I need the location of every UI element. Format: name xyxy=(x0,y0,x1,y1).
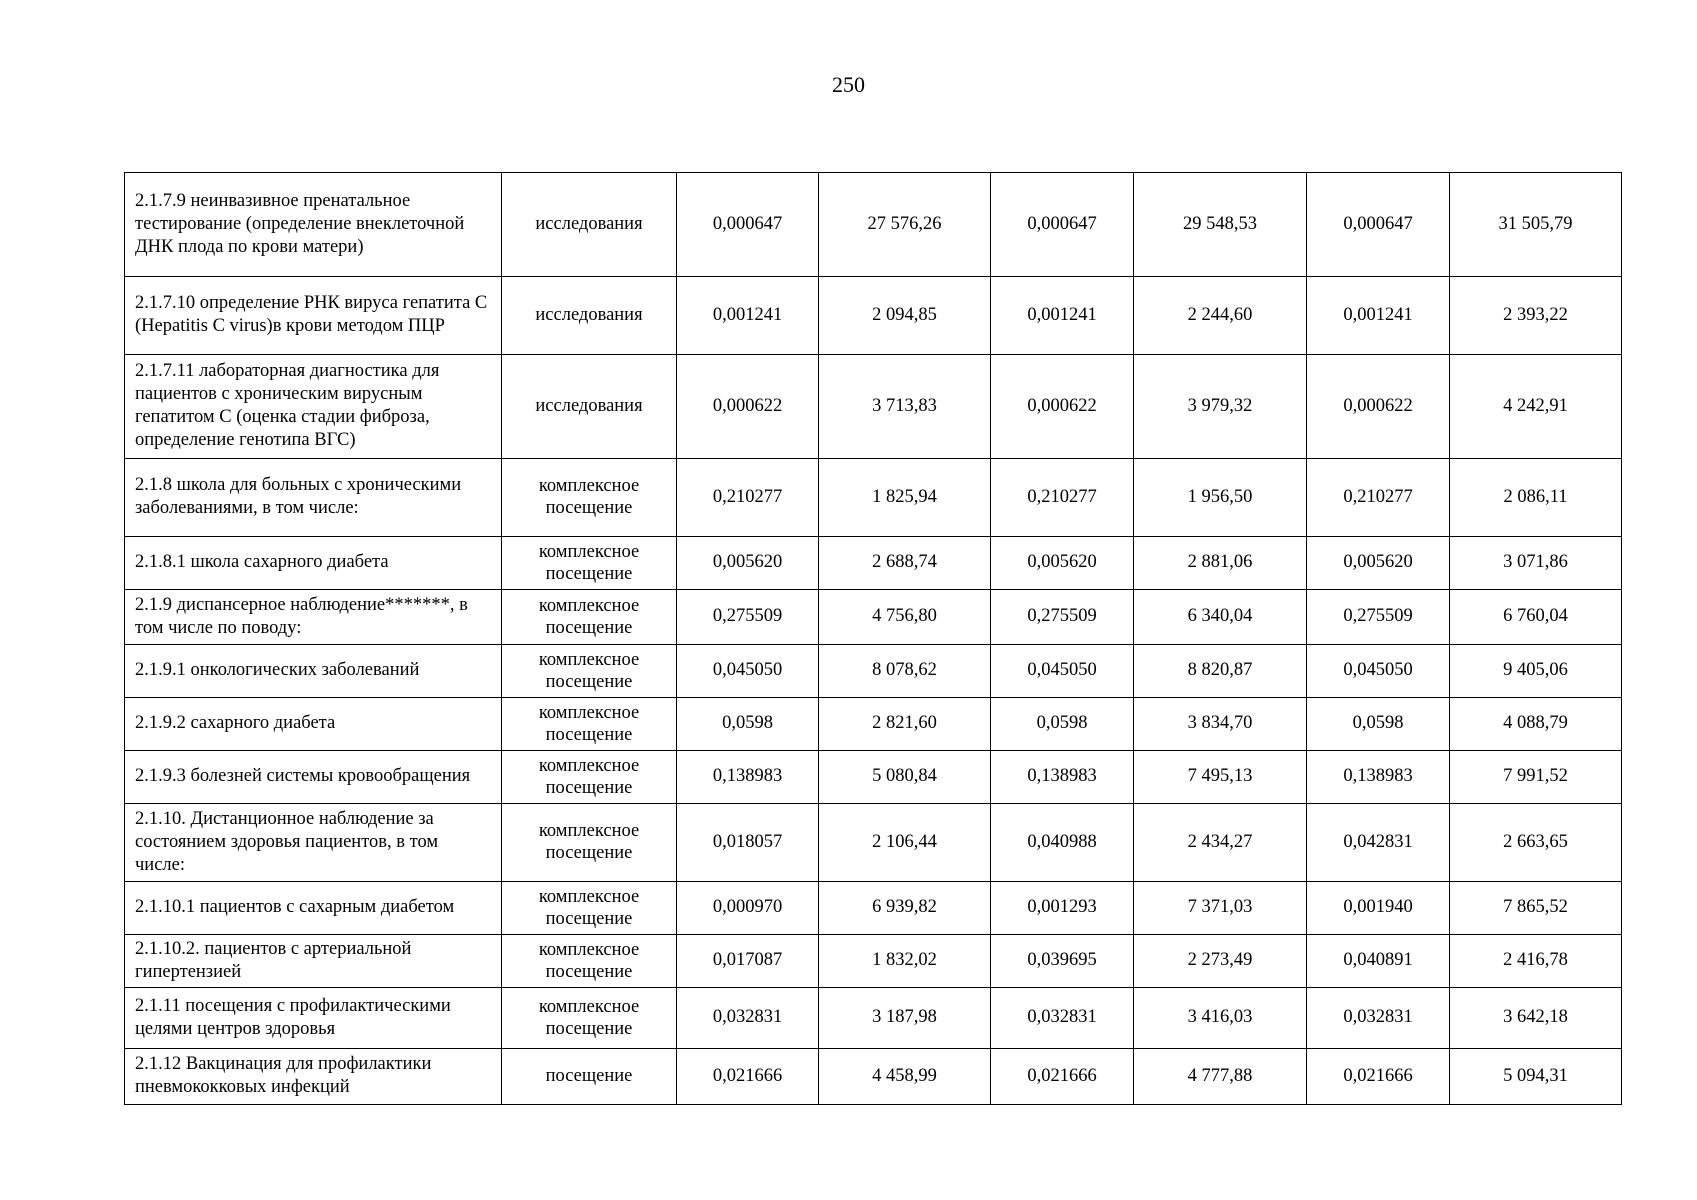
value-cell: 0,045050 xyxy=(991,645,1134,698)
value-cell: 0,017087 xyxy=(677,935,819,988)
value-cell: 3 979,32 xyxy=(1134,355,1307,459)
service-name-cell: 2.1.7.10 определение РНК вируса гепатита С (Hepatitis C virus)в крови методом ПЦР xyxy=(125,277,502,355)
table-row xyxy=(125,173,1622,277)
unit-cell: комплексное посещение xyxy=(502,935,677,988)
value-cell: 1 825,94 xyxy=(819,459,991,537)
value-cell: 0,001940 xyxy=(1307,882,1450,935)
value-cell: 7 991,52 xyxy=(1450,751,1622,804)
value-cell: 0,210277 xyxy=(677,459,819,537)
unit-cell: комплексное посещение xyxy=(502,645,677,698)
table-row xyxy=(125,590,1622,645)
value-cell: 0,021666 xyxy=(991,1049,1134,1105)
unit-cell: посещение xyxy=(502,1049,677,1105)
value-cell: 0,138983 xyxy=(677,751,819,804)
value-cell: 2 086,11 xyxy=(1450,459,1622,537)
value-cell: 0,018057 xyxy=(677,804,819,882)
value-cell: 0,000622 xyxy=(677,355,819,459)
value-cell: 6 760,04 xyxy=(1450,590,1622,645)
value-cell: 0,045050 xyxy=(1307,645,1450,698)
value-cell: 0,275509 xyxy=(1307,590,1450,645)
value-cell: 0,005620 xyxy=(991,537,1134,590)
unit-cell: комплексное посещение xyxy=(502,751,677,804)
value-cell: 2 273,49 xyxy=(1134,935,1307,988)
value-cell: 0,000647 xyxy=(991,173,1134,277)
value-cell: 7 371,03 xyxy=(1134,882,1307,935)
value-cell: 4 777,88 xyxy=(1134,1049,1307,1105)
value-cell: 8 078,62 xyxy=(819,645,991,698)
value-cell: 4 458,99 xyxy=(819,1049,991,1105)
service-name-cell: 2.1.9.3 болезней системы кровообращения xyxy=(125,751,502,804)
table-row xyxy=(125,355,1622,459)
service-name-cell: 2.1.8 школа для больных с хроническими заболеваниями, в том числе: xyxy=(125,459,502,537)
value-cell: 2 094,85 xyxy=(819,277,991,355)
service-name-cell: 2.1.7.11 лабораторная диагностика для пациентов с хроническим вирусным гепатитом С (оценка стадии фиброза, определение генотипа ВГС) xyxy=(125,355,502,459)
value-cell: 0,005620 xyxy=(1307,537,1450,590)
value-cell: 0,040891 xyxy=(1307,935,1450,988)
value-cell: 0,000622 xyxy=(991,355,1134,459)
table-row xyxy=(125,698,1622,751)
value-cell: 0,040988 xyxy=(991,804,1134,882)
value-cell: 1 832,02 xyxy=(819,935,991,988)
unit-cell: комплексное посещение xyxy=(502,988,677,1049)
service-name-cell: 2.1.10. Дистанционное наблюдение за состоянием здоровья пациентов, в том числе: xyxy=(125,804,502,882)
value-cell: 2 663,65 xyxy=(1450,804,1622,882)
value-cell: 0,275509 xyxy=(677,590,819,645)
value-cell: 0,032831 xyxy=(677,988,819,1049)
value-cell: 0,0598 xyxy=(1307,698,1450,751)
value-cell: 31 505,79 xyxy=(1450,173,1622,277)
value-cell: 5 094,31 xyxy=(1450,1049,1622,1105)
service-name-cell: 2.1.11 посещения с профилактическими целями центров здоровья xyxy=(125,988,502,1049)
value-cell: 2 393,22 xyxy=(1450,277,1622,355)
page-number: 250 xyxy=(832,72,865,97)
value-cell: 2 106,44 xyxy=(819,804,991,882)
unit-cell: комплексное посещение xyxy=(502,804,677,882)
value-cell: 2 434,27 xyxy=(1134,804,1307,882)
value-cell: 6 939,82 xyxy=(819,882,991,935)
service-name-cell: 2.1.9.1 онкологических заболеваний xyxy=(125,645,502,698)
value-cell: 2 881,06 xyxy=(1134,537,1307,590)
value-cell: 9 405,06 xyxy=(1450,645,1622,698)
unit-cell: комплексное посещение xyxy=(502,698,677,751)
value-cell: 3 642,18 xyxy=(1450,988,1622,1049)
value-cell: 0,001241 xyxy=(991,277,1134,355)
value-cell: 3 187,98 xyxy=(819,988,991,1049)
unit-cell: исследования xyxy=(502,277,677,355)
service-name-cell: 2.1.9 диспансерное наблюдение*******, в том числе по поводу: xyxy=(125,590,502,645)
value-cell: 29 548,53 xyxy=(1134,173,1307,277)
value-cell: 27 576,26 xyxy=(819,173,991,277)
service-name-cell: 2.1.9.2 сахарного диабета xyxy=(125,698,502,751)
value-cell: 0,021666 xyxy=(677,1049,819,1105)
value-cell: 3 834,70 xyxy=(1134,698,1307,751)
unit-cell: комплексное посещение xyxy=(502,459,677,537)
value-cell: 0,039695 xyxy=(991,935,1134,988)
value-cell: 0,001293 xyxy=(991,882,1134,935)
table-row xyxy=(125,645,1622,698)
service-name-cell: 2.1.7.9 неинвазивное пренатальное тестирование (определение внеклеточной ДНК плода по крови матери) xyxy=(125,173,502,277)
value-cell: 3 071,86 xyxy=(1450,537,1622,590)
value-cell: 0,032831 xyxy=(991,988,1134,1049)
unit-cell: исследования xyxy=(502,355,677,459)
table-row xyxy=(125,804,1622,882)
value-cell: 0,0598 xyxy=(677,698,819,751)
value-cell: 8 820,87 xyxy=(1134,645,1307,698)
value-cell: 0,210277 xyxy=(991,459,1134,537)
table-row xyxy=(125,751,1622,804)
unit-cell: комплексное посещение xyxy=(502,882,677,935)
table-row xyxy=(125,1049,1622,1105)
value-cell: 2 821,60 xyxy=(819,698,991,751)
value-cell: 0,138983 xyxy=(991,751,1134,804)
value-cell: 0,001241 xyxy=(1307,277,1450,355)
value-cell: 7 865,52 xyxy=(1450,882,1622,935)
value-cell: 2 244,60 xyxy=(1134,277,1307,355)
value-cell: 4 088,79 xyxy=(1450,698,1622,751)
value-cell: 1 956,50 xyxy=(1134,459,1307,537)
value-cell: 2 416,78 xyxy=(1450,935,1622,988)
table-row xyxy=(125,459,1622,537)
value-cell: 0,021666 xyxy=(1307,1049,1450,1105)
unit-cell: комплексное посещение xyxy=(502,590,677,645)
data-table xyxy=(124,172,1622,1105)
value-cell: 0,000647 xyxy=(1307,173,1450,277)
value-cell: 2 688,74 xyxy=(819,537,991,590)
value-cell: 0,000622 xyxy=(1307,355,1450,459)
value-cell: 0,0598 xyxy=(991,698,1134,751)
value-cell: 0,042831 xyxy=(1307,804,1450,882)
value-cell: 4 756,80 xyxy=(819,590,991,645)
value-cell: 7 495,13 xyxy=(1134,751,1307,804)
value-cell: 0,138983 xyxy=(1307,751,1450,804)
value-cell: 3 713,83 xyxy=(819,355,991,459)
service-name-cell: 2.1.12 Вакцинация для профилактики пневмококковых инфекций xyxy=(125,1049,502,1105)
table-row xyxy=(125,988,1622,1049)
table-row xyxy=(125,537,1622,590)
table-row xyxy=(125,935,1622,988)
unit-cell: комплексное посещение xyxy=(502,537,677,590)
table-row xyxy=(125,882,1622,935)
value-cell: 5 080,84 xyxy=(819,751,991,804)
value-cell: 6 340,04 xyxy=(1134,590,1307,645)
value-cell: 0,000970 xyxy=(677,882,819,935)
value-cell: 0,210277 xyxy=(1307,459,1450,537)
value-cell: 0,275509 xyxy=(991,590,1134,645)
value-cell: 0,001241 xyxy=(677,277,819,355)
service-name-cell: 2.1.10.1 пациентов с сахарным диабетом xyxy=(125,882,502,935)
value-cell: 0,045050 xyxy=(677,645,819,698)
table-row xyxy=(125,277,1622,355)
value-cell: 0,005620 xyxy=(677,537,819,590)
value-cell: 0,000647 xyxy=(677,173,819,277)
value-cell: 0,032831 xyxy=(1307,988,1450,1049)
service-name-cell: 2.1.10.2. пациентов с артериальной гипертензией xyxy=(125,935,502,988)
unit-cell: исследования xyxy=(502,173,677,277)
value-cell: 4 242,91 xyxy=(1450,355,1622,459)
value-cell: 3 416,03 xyxy=(1134,988,1307,1049)
service-name-cell: 2.1.8.1 школа сахарного диабета xyxy=(125,537,502,590)
